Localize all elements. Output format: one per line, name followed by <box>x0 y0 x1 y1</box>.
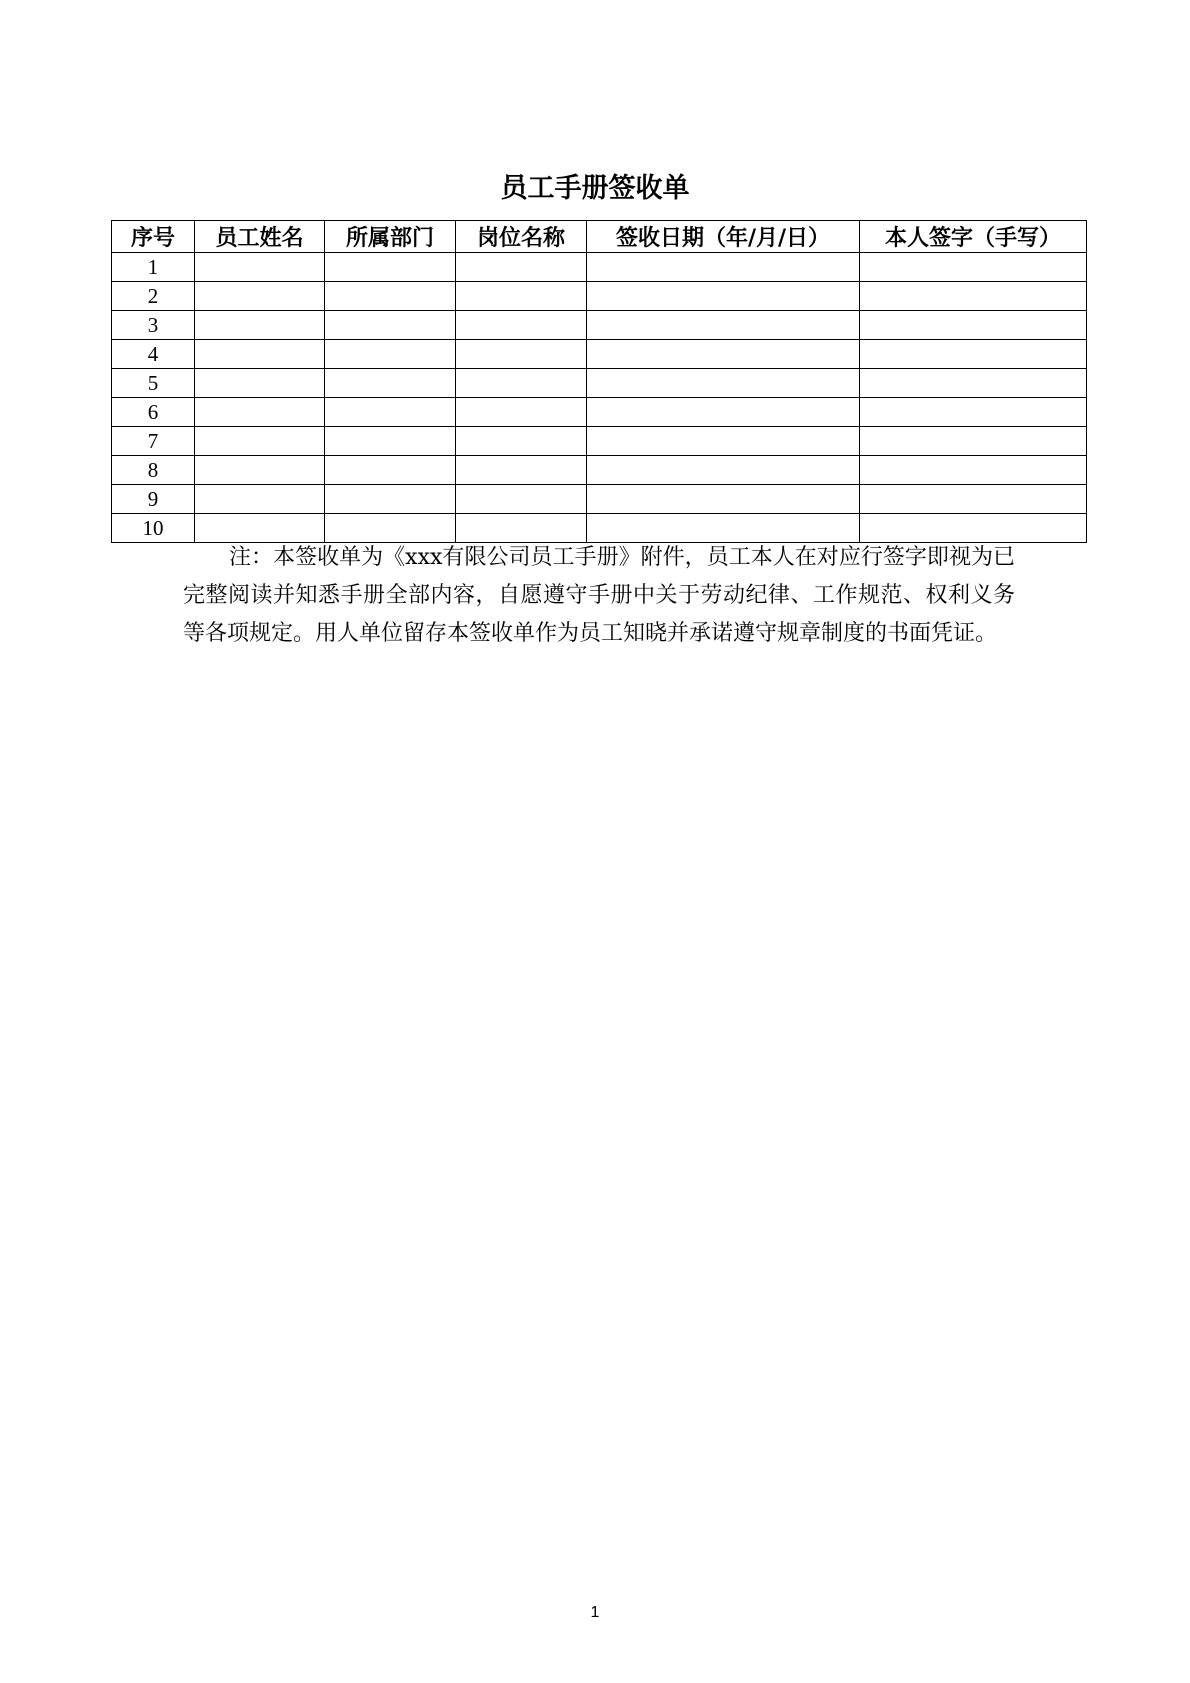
signature-cell[interactable] <box>860 369 1087 398</box>
row-index: 3 <box>112 311 195 340</box>
row-index: 4 <box>112 340 195 369</box>
row-index: 6 <box>112 398 195 427</box>
department-cell[interactable] <box>325 427 456 456</box>
signature-cell[interactable] <box>860 485 1087 514</box>
signature-cell[interactable] <box>860 456 1087 485</box>
sign-off-table <box>111 220 1087 543</box>
column-header-signature: 本人签字（手写） <box>860 221 1087 253</box>
column-header-position: 岗位名称 <box>456 221 587 253</box>
row-index: 7 <box>112 427 195 456</box>
employee-name-cell[interactable] <box>195 282 325 311</box>
table-row <box>112 253 1087 282</box>
sign-date-cell[interactable] <box>587 427 860 456</box>
sign-date-cell[interactable] <box>587 398 860 427</box>
position-cell[interactable] <box>456 282 587 311</box>
row-index: 10 <box>112 514 195 543</box>
sign-date-cell[interactable] <box>587 369 860 398</box>
note-paragraph: 注：本签收单为《xxx有限公司员工手册》附件，员工本人在对应行签字即视为已完整阅读并知悉手册全部内容，自愿遵守手册中关于劳动纪律、工作规范、权利义务等各项规定。用人单位留存本签收单作为员工知晓并承诺遵守规章制度的书面凭证。 <box>183 545 1015 646</box>
sign-date-cell[interactable] <box>587 340 860 369</box>
document-title: 员工手册签收单 <box>500 173 690 204</box>
table-row <box>112 311 1087 340</box>
department-cell[interactable] <box>325 253 456 282</box>
department-cell[interactable] <box>325 282 456 311</box>
table-row <box>112 282 1087 311</box>
signature-cell[interactable] <box>860 311 1087 340</box>
employee-name-cell[interactable] <box>195 485 325 514</box>
column-header-department: 所属部门 <box>325 221 456 253</box>
row-index: 1 <box>112 253 195 282</box>
position-cell[interactable] <box>456 456 587 485</box>
signature-cell[interactable] <box>860 427 1087 456</box>
sign-date-cell[interactable] <box>587 253 860 282</box>
department-cell[interactable] <box>325 369 456 398</box>
employee-name-cell[interactable] <box>195 253 325 282</box>
position-cell[interactable] <box>456 485 587 514</box>
sign-date-cell[interactable] <box>587 456 860 485</box>
table-row <box>112 369 1087 398</box>
row-index: 8 <box>112 456 195 485</box>
position-cell[interactable] <box>456 398 587 427</box>
table-header-row <box>112 221 1087 253</box>
table-row <box>112 456 1087 485</box>
employee-name-cell[interactable] <box>195 398 325 427</box>
department-cell[interactable] <box>325 398 456 427</box>
position-cell[interactable] <box>456 311 587 340</box>
department-cell[interactable] <box>325 340 456 369</box>
row-index: 5 <box>112 369 195 398</box>
table-row <box>112 427 1087 456</box>
sign-date-cell[interactable] <box>587 282 860 311</box>
position-cell[interactable] <box>456 253 587 282</box>
row-index: 9 <box>112 485 195 514</box>
sign-date-cell[interactable] <box>587 311 860 340</box>
position-cell[interactable] <box>456 427 587 456</box>
table-row <box>112 485 1087 514</box>
department-cell[interactable] <box>325 456 456 485</box>
department-cell[interactable] <box>325 311 456 340</box>
table-row <box>112 340 1087 369</box>
column-header-index: 序号 <box>112 221 195 253</box>
row-index: 2 <box>112 282 195 311</box>
position-cell[interactable] <box>456 369 587 398</box>
sign-date-cell[interactable] <box>587 485 860 514</box>
table-row <box>112 398 1087 427</box>
employee-name-cell[interactable] <box>195 340 325 369</box>
employee-name-cell[interactable] <box>195 456 325 485</box>
page-number: 1 <box>590 1604 600 1621</box>
signature-cell[interactable] <box>860 253 1087 282</box>
employee-name-cell[interactable] <box>195 311 325 340</box>
column-header-sign-date: 签收日期（年/月/日） <box>587 221 860 253</box>
employee-name-cell[interactable] <box>195 369 325 398</box>
signature-cell[interactable] <box>860 282 1087 311</box>
department-cell[interactable] <box>325 485 456 514</box>
employee-name-cell[interactable] <box>195 427 325 456</box>
signature-cell[interactable] <box>860 340 1087 369</box>
signature-cell[interactable] <box>860 398 1087 427</box>
column-header-employee-name: 员工姓名 <box>195 221 325 253</box>
position-cell[interactable] <box>456 340 587 369</box>
